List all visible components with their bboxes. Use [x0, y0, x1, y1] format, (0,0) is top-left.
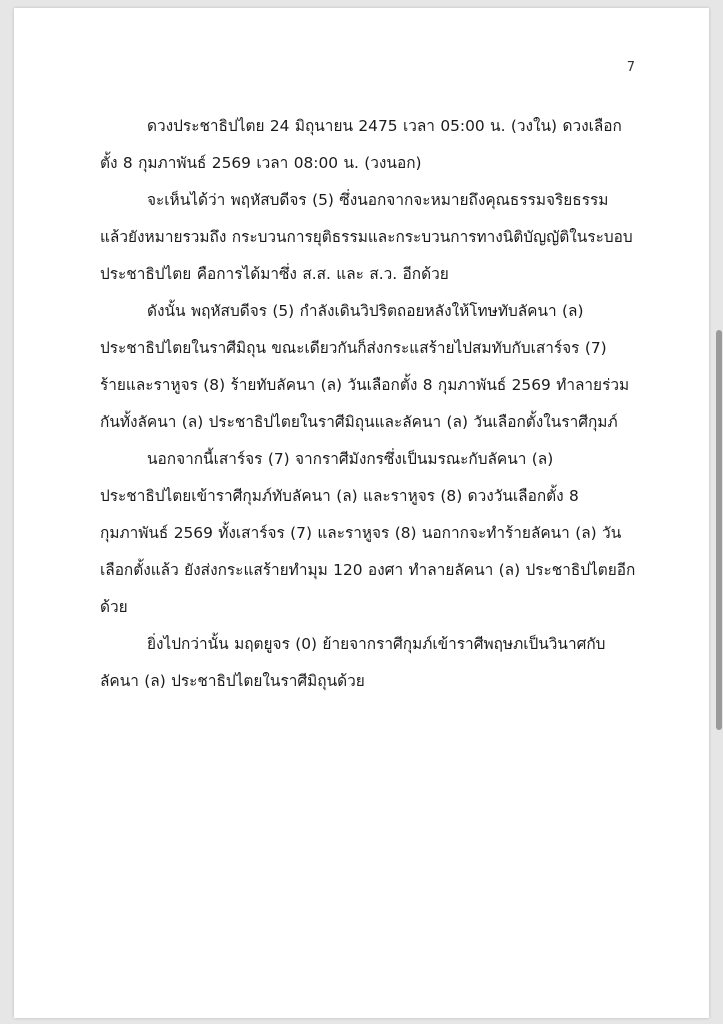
scrollbar-thumb[interactable]	[716, 330, 722, 730]
paragraph: ดังนั้น พฤหัสบดีจร (5) กำลังเดินวิปริตถอยหลังให้โทษทับลัคนา (ล) ประชาธิปไตยในราศีมิถุน ขณะเดียวกันก็ส่งกระแสร้ายไปสมทับกับเสาร์จร (7) ร้ายและราหูจร (8) ร้ายทับลัคนา (ล) วันเลือกตั้ง 8 กุมภาพันธ์ 2569 ทำลายร่วมกันทั้งลัคนา (ล) ประชาธิปไตยในราศีมิถุนและลัคนา (ล) วันเลือกตั้งในราศีกุมภ์	[100, 302, 630, 431]
page-body-text	[100, 108, 636, 700]
paragraph: ยิ่งไปกว่านั้น มฤตยูจร (0) ย้ายจากราศีกุมภ์เข้าราศีพฤษภเป็นวินาศกับลัคนา (ล) ประชาธิปไตยในราศีมิถุนด้วย	[100, 635, 606, 690]
paragraph: จะเห็นได้ว่า พฤหัสบดีจร (5) ซึ่งนอกจากจะหมายถึงคุณธรรมจริยธรรมแล้วยังหมายรวมถึง กระบวนการยุติธรรมและกระบวนการทางนิติบัญญัติในระบอบประชาธิปไตย คือการได้มาซึ่ง ส.ส. และ ส.ว. อีกด้วย	[100, 191, 633, 283]
page-number: 7	[626, 60, 635, 75]
vertical-scrollbar[interactable]	[715, 0, 723, 1024]
paragraph: ดวงประชาธิปไตย 24 มิถุนายน 2475 เวลา 05:00 น. (วงใน) ดวงเลือกตั้ง 8 กุมภาพันธ์ 2569 เวลา 08:00 น. (วงนอก)	[100, 117, 622, 172]
paragraph: นอกจากนี้เสาร์จร (7) จากราศีมังกรซึ่งเป็นมรณะกับลัคนา (ล) ประชาธิปไตยเข้าราศีกุมภ์ทับลัคนา (ล) และราหูจร (8) ดวงวันเลือกตั้ง 8 กุมภาพันธ์ 2569 ทั้งเสาร์จร (7) และราหูจร (8) นอกากจะทำร้ายลัคนา (ล) วันเลือกตั้งแล้ว ยังส่งกระแสร้ายทำมุม 120 องศา ทำลายลัคนา (ล) ประชาธิปไตยอีกด้วย	[100, 450, 636, 616]
document-page	[14, 8, 709, 1018]
